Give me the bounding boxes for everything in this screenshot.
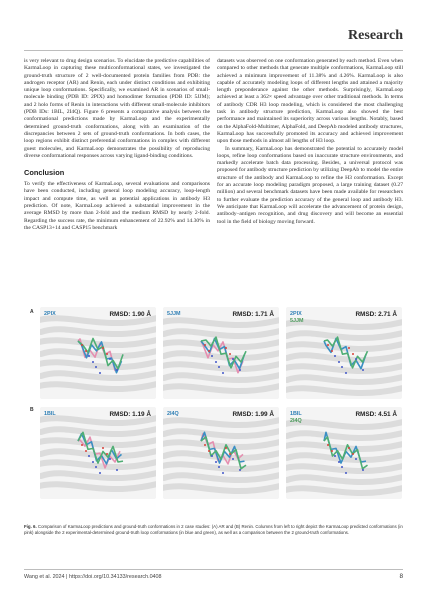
structure-panel <box>163 307 279 399</box>
figure-caption <box>24 524 404 536</box>
protein-structure-image <box>286 407 402 499</box>
panel-label-b: B <box>30 407 34 413</box>
structure-panel <box>40 407 156 499</box>
body-paragraph: datasets was observed on one conformation generated by each method. Even when compared to other methods that generate multiple conformations, KarmaLoop still achieved a minimum improvement of 11.38% and 4.26%. KarmaLoop is also capable of accurately modeling loops of different lengths and attained a majority length preponderance against the other methods. Surprisingly, KarmaLoop achieved at least a 362× speed advantage over other traditional methods. In terms of antibody CDR H3 loop modeling, which is considered the most challenging task in antibody structure prediction, KarmaLoop also showed the best performance and maintained its superiority across various lengths. Notably, based on the AlphaFold-Multimer, AlphaFold, and DeepAb modeled antibody structures, KarmaLoop has successfully promoted its accuracy and achieved improvement upon those methods in almost all lengths of H3 loop. <box>217 58 403 145</box>
pdb-id: 1BIL <box>44 411 56 417</box>
pdb-id: 2I4Q <box>167 411 179 417</box>
structure-panel <box>286 407 402 499</box>
protein-structure-image <box>163 407 279 499</box>
protein-structure-image <box>163 307 279 399</box>
body-paragraph: To verify the effectiveness of KarmaLoop, several evaluations and comparisons have been conducted, including general loop modeling accuracy, loop-length impact and compute time, as well as potential applications in antibody H3 prediction. Of note, KarmaLoop achieved a substantial improvement in the average RMSD by more than 2-fold and the medium RMSD by nearly 2-fold. Regarding the success rate, the minimum enhancement of 22.92% and 14.30% in the CASP13+14 and CASP15 benchmark <box>24 181 210 231</box>
protein-structure-image <box>40 307 156 399</box>
page-number: 8 <box>399 573 403 580</box>
rmsd-label: RMSD: 1.90 Å <box>109 311 151 318</box>
pdb-id: 2PIX <box>44 311 56 317</box>
footer-citation: Wang et al. 2024 | https://doi.org/10.34133/research.0408 <box>24 574 162 580</box>
body-paragraph: is very relevant to drug design scenarios. To elucidate the predictive capabilities of KarmaLoop in capturing these multiconformational states, we investigated the ground-truth structure of 2 well-documented protein families from PDB: the androgen receptor (AR) and Renin, each under distinct conditions and exhibiting unique loop conformations. Specifically, we examined AR in scenarios of small-molecule binding (PDB ID: 2PIX) and homodimer formation (PDB ID: 5JJM); and 2 holo forms of Renin in interactions with different small-molecule inhibitors (PDB IDs: 1BIL, 2I4Q). Figure 6 presents a comparative analysis between the conformational predictions made by KarmaLoop and the experimentally determined ground-truth conformations, along with an examination of the discrepancies between 2 sets of ground-truth conformations. In both cases, the loop regions exhibit distinct preferential conformations in complex with different guest molecules, and KarmaLoop demonstrates the possibility of reproducing diverse conformational responses across varying ligand-binding conditions. <box>24 58 210 159</box>
rmsd-label: RMSD: 4.51 Å <box>355 411 397 418</box>
pdb-id: 2PIX <box>290 311 302 317</box>
panel-label-a: A <box>30 309 34 315</box>
pdb-id: 2I4Q <box>290 417 302 424</box>
journal-name: Research <box>348 28 403 43</box>
caption-label: Fig. 6. <box>24 524 37 529</box>
protein-structure-image <box>40 407 156 499</box>
header-rule <box>24 50 403 51</box>
left-column <box>24 58 210 232</box>
figure-6 <box>30 307 406 517</box>
footer-rule <box>24 569 403 570</box>
structure-panel <box>40 307 156 399</box>
pdb-id: 5JJM <box>167 311 181 317</box>
rmsd-label: RMSD: 1.99 Å <box>232 411 274 418</box>
pdb-id: 1BIL <box>290 411 302 417</box>
right-column <box>217 58 403 226</box>
pdb-id-pair <box>290 411 302 424</box>
structure-panel <box>163 407 279 499</box>
rmsd-label: RMSD: 1.71 Å <box>232 311 274 318</box>
rmsd-label: RMSD: 2.71 Å <box>355 311 397 318</box>
rmsd-label: RMSD: 1.19 Å <box>109 411 151 418</box>
caption-text: Comparison of KarmaLoop predictions and ground-truth conformations in 2 case studies: (A) AR and (B) Renin. Columns from left to right depict the KarmaLoop predicted conformations (in pink) alongside the 2 experimental-determined ground-truth loop conformations (in blue and green), as well as a comparison between the 2 ground-truth conformations. <box>24 524 403 535</box>
pdb-id-pair <box>290 311 304 324</box>
section-heading: Conclusion <box>24 168 65 178</box>
pdb-id: 5JJM <box>290 317 304 324</box>
structure-panel <box>286 307 402 399</box>
body-paragraph: In summary, KarmaLoop has demonstrated the potential to accurately model loops, refine loop conformations based on inaccurate structure environments, and markedly accelerate batch data processing. Besides, a universal protocol was proposed for antibody structure prediction by utilizing DeepAb to model the entire structure of the antibody and KarmaLoop to refine the H3 conformation. Except for an accurate loop modeling paradigm proposed, a large training dataset (0.27 million) and several benchmark datasets have been made available for researchers to further evaluate the prediction accuracy of the general loop and antibody H3. We anticipate that KarmaLoop will accelerate the advancement of protein design, antibody–antigen recognition, and drug discovery and will become an essential tool in the field of biology moving forward. <box>217 145 403 225</box>
